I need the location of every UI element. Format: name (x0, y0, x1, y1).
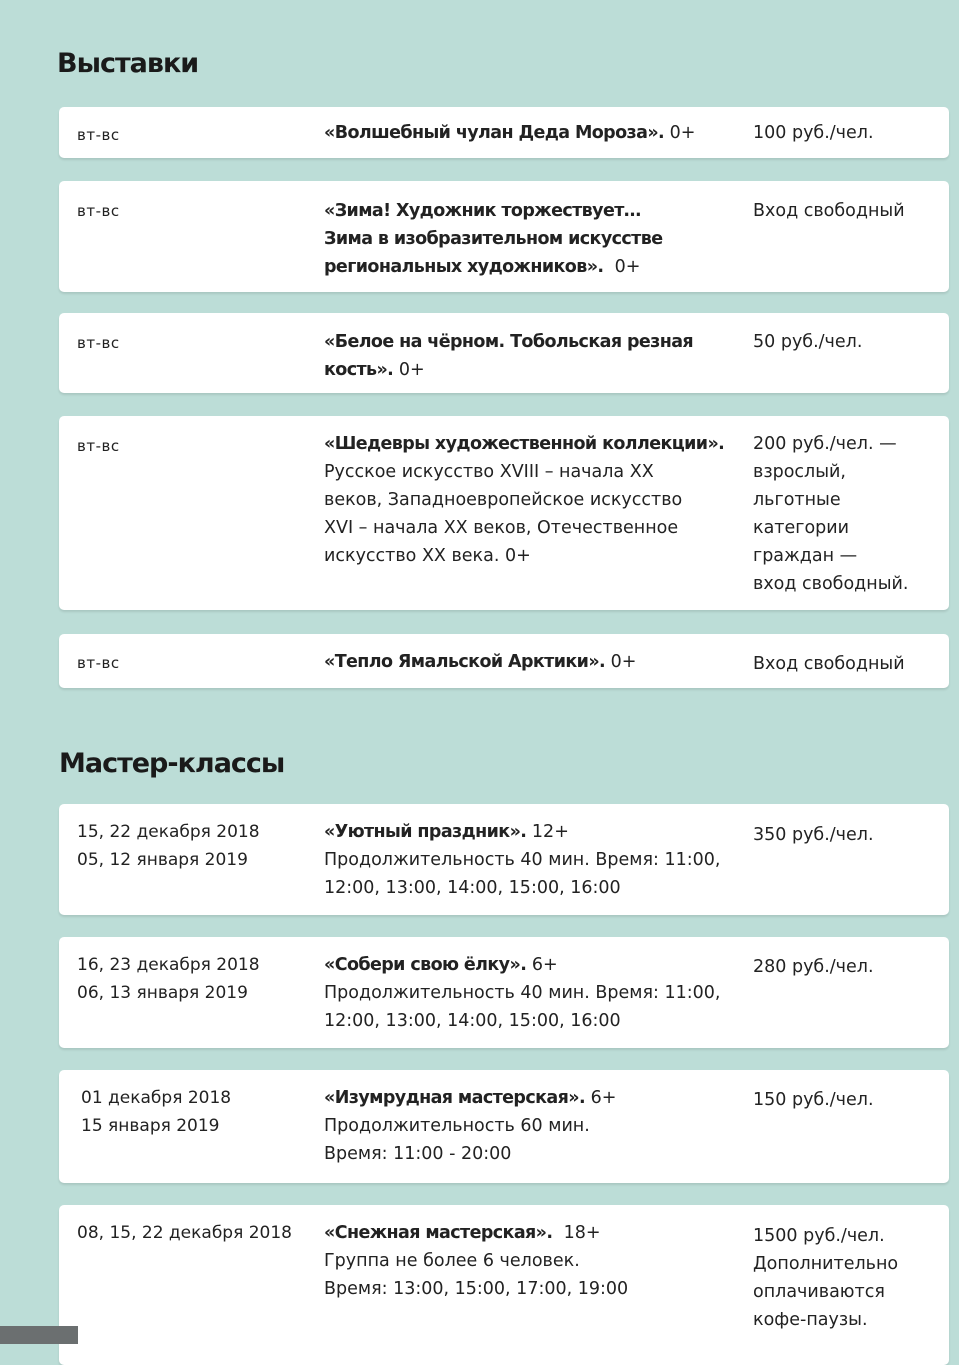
description-line: искусство XX века. 0+ (324, 546, 531, 566)
masterclass-dates (77, 951, 317, 1007)
exhibition-days: вт-вс (77, 654, 120, 672)
exhibition-card (59, 634, 949, 688)
description-line: 12:00, 13:00, 14:00, 15:00, 16:00 (324, 878, 621, 898)
exhibition-title-line: «Зима! Художник торжествует… (324, 201, 641, 221)
age-rating: 0+ (669, 123, 696, 143)
date-line: 16, 23 декабря 2018 (77, 955, 260, 975)
exhibition-description (324, 648, 744, 676)
age-rating: 0+ (614, 257, 641, 277)
price-line: 280 руб./чел. (753, 957, 874, 977)
price-line: 350 руб./чел. (753, 825, 874, 845)
exhibition-days: вт-вс (77, 126, 120, 144)
exhibition-title-line: «Белое на чёрном. Тобольская резная (324, 332, 694, 352)
date-line: 01 декабря 2018 (81, 1088, 232, 1108)
masterclass-description (324, 818, 744, 902)
exhibition-price (753, 328, 943, 356)
exhibition-card (59, 416, 949, 610)
page-number-tab (0, 1326, 78, 1344)
masterclass-dates (77, 818, 317, 874)
description-line: XVI – начала XX веков, Отечественное (324, 518, 679, 538)
price-line: льготные (753, 490, 841, 510)
exhibition-price (753, 430, 943, 598)
price-line: вход свободный. (753, 574, 909, 594)
date-line: 06, 13 января 2019 (77, 983, 248, 1003)
age-rating: 0+ (398, 360, 425, 380)
age-rating: 6+ (590, 1088, 617, 1108)
price-line: Вход свободный (753, 654, 905, 674)
masterclass-description (324, 1084, 744, 1168)
masterclass-title: «Снежная мастерская». (324, 1223, 553, 1243)
description-line: Русское искусство XVIII – начала XX (324, 462, 654, 482)
masterclass-card (59, 1070, 949, 1183)
price-line: Дополнительно (753, 1254, 899, 1274)
exhibition-card (59, 313, 949, 393)
exhibition-description (324, 430, 744, 570)
description-line: Продолжительность 60 мин. (324, 1116, 590, 1136)
exhibition-price (753, 650, 943, 678)
masterclass-card (59, 804, 949, 915)
masterclass-description (324, 951, 744, 1035)
exhibition-days: вт-вс (77, 334, 120, 352)
age-rating: 0+ (610, 652, 637, 672)
age-rating: 18+ (563, 1223, 601, 1243)
exhibition-title-line: Зима в изобразительном искусстве (324, 229, 663, 249)
exhibition-price (753, 197, 943, 225)
description-line: веков, Западноевропейское искусство (324, 490, 683, 510)
exhibition-days: вт-вс (77, 437, 120, 455)
masterclass-card (59, 937, 949, 1048)
masterclass-price (753, 953, 943, 981)
masterclass-dates (77, 1219, 317, 1247)
age-rating: 12+ (531, 822, 569, 842)
masterclass-title: «Уютный праздник». (324, 822, 527, 842)
price-line: оплачиваются (753, 1282, 885, 1302)
exhibition-title-line: кость». (324, 360, 394, 380)
exhibition-description (324, 197, 744, 281)
masterclass-title: «Изумрудная мастерская». (324, 1088, 586, 1108)
description-line: Продолжительность 40 мин. Время: 11:00, (324, 850, 721, 870)
description-line: Продолжительность 40 мин. Время: 11:00, (324, 983, 721, 1003)
exhibition-card (59, 107, 949, 158)
price-line: 1500 руб./чел. (753, 1226, 885, 1246)
section-title-masterclasses: Мастер-классы (59, 748, 285, 779)
price-line: 50 руб./чел. (753, 332, 863, 352)
exhibition-title: «Волшебный чулан Деда Мороза». (324, 123, 665, 143)
date-line: 15, 22 декабря 2018 (77, 822, 260, 842)
exhibition-title: «Тепло Ямальской Арктики». (324, 652, 606, 672)
price-line: категории (753, 518, 850, 538)
description-line: 12:00, 13:00, 14:00, 15:00, 16:00 (324, 1011, 621, 1031)
exhibition-title: «Шедевры художественной коллекции». (324, 434, 725, 454)
description-line: Время: 13:00, 15:00, 17:00, 19:00 (324, 1279, 629, 1299)
date-line: 08, 15, 22 декабря 2018 (77, 1223, 292, 1243)
age-rating: 6+ (531, 955, 558, 975)
masterclass-title: «Собери свою ёлку». (324, 955, 527, 975)
masterclass-description (324, 1219, 744, 1303)
exhibition-price (753, 119, 943, 147)
exhibition-days: вт-вс (77, 202, 120, 220)
exhibition-card (59, 181, 949, 292)
exhibition-title-line: региональных художников». (324, 257, 604, 277)
description-line: Время: 11:00 - 20:00 (324, 1144, 512, 1164)
date-line: 05, 12 января 2019 (77, 850, 248, 870)
date-line: 15 января 2019 (81, 1116, 220, 1136)
price-line: 200 руб./чел. — (753, 434, 897, 454)
price-line: взрослый, (753, 462, 846, 482)
masterclass-price (753, 821, 943, 849)
masterclass-card (59, 1205, 949, 1365)
exhibition-description (324, 328, 744, 384)
price-line: 150 руб./чел. (753, 1090, 874, 1110)
masterclass-price (753, 1222, 943, 1334)
price-line: Вход свободный (753, 201, 905, 221)
price-line: граждан — (753, 546, 858, 566)
price-line: 100 руб./чел. (753, 123, 874, 143)
masterclass-price (753, 1086, 943, 1114)
exhibition-description (324, 119, 744, 147)
masterclass-dates (81, 1084, 321, 1140)
price-line: кофе-паузы. (753, 1310, 868, 1330)
description-line: Группа не более 6 человек. (324, 1251, 580, 1271)
section-title-exhibitions: Выставки (57, 48, 199, 79)
